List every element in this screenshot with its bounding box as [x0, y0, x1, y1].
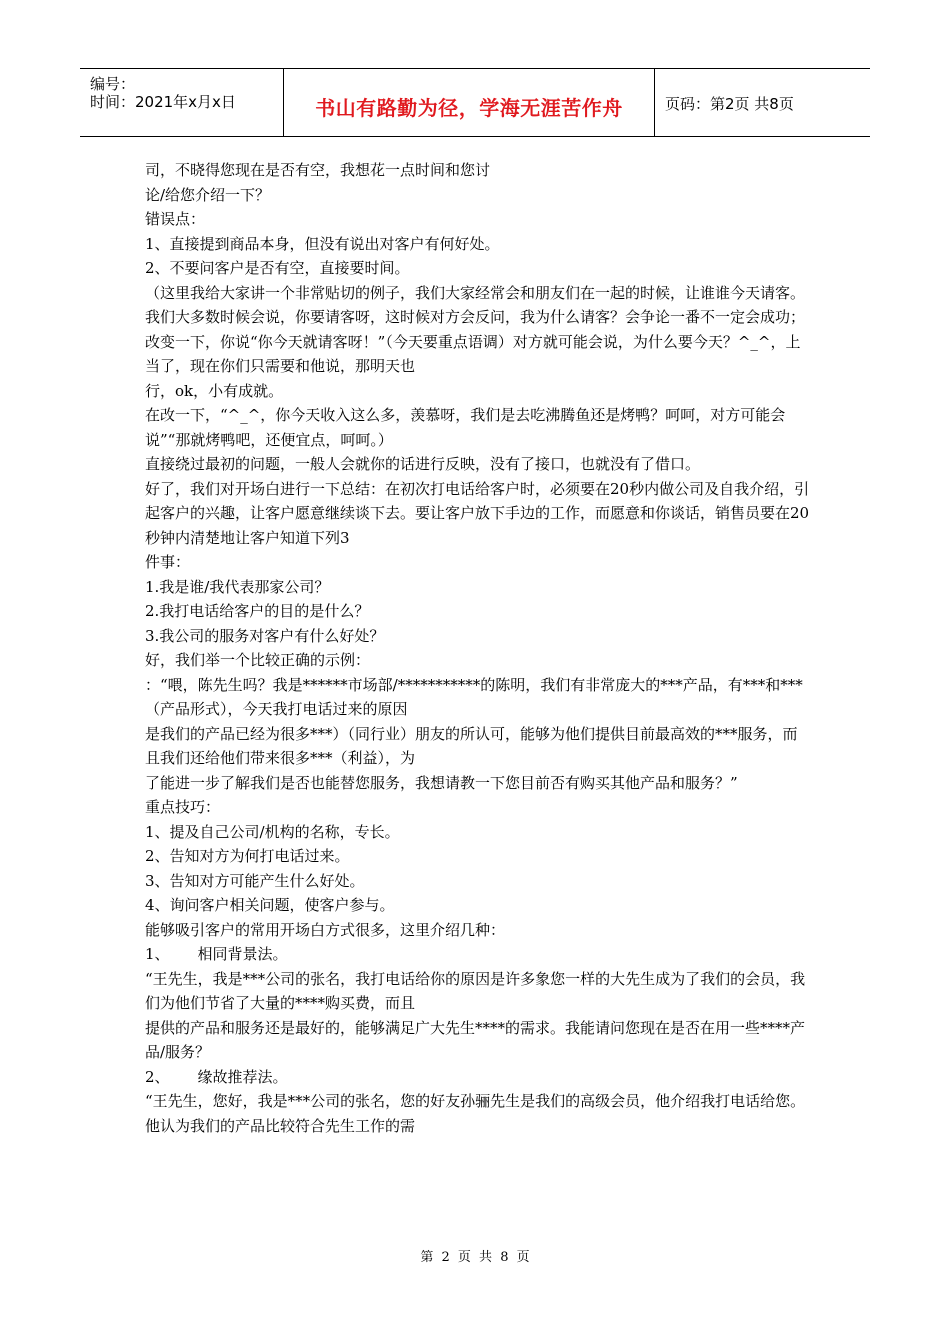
paragraph: 2、不要问客户是否有空，直接要时间。 [145, 259, 410, 277]
method-number: 1、 [145, 945, 170, 963]
paragraph: 改变一下，你说“你今天就请客呀！”（今天要重点语调）对方就可能会说，为什么要今天？^_^，上当了，现在你们只需要和他说，那明天也 [145, 332, 801, 375]
document-body [145, 158, 810, 1138]
paragraph: 2、告知对方为何打电话过来。 [145, 847, 350, 865]
paragraph: 司，不晓得您现在是否有空，我想花一点时间和您讨 [145, 161, 491, 179]
paragraph: 4、询问客户相关问题，使客户参与。 [145, 896, 395, 914]
document-number-label: 编号： [90, 75, 136, 93]
method-title: 缘故推荐法。 [197, 1067, 288, 1086]
paragraph: ：“喂，陈先生吗？我是******市场部/***********的陈明，我们有非常庞大的***产品，有***和***（产品形式），今天我打电话过来的原因 [145, 675, 803, 718]
paragraph: 件事： [145, 553, 191, 571]
paragraph: 提供的产品和服务还是最好的，能够满足广大先生****的需求。我能请问您现在是否在用一些****产品/服务？ [145, 1018, 806, 1061]
paragraph: 1.我是谁/我代表那家公司？ [145, 577, 330, 596]
paragraph: “王先生，我是***公司的张名，我打电话给你的原因是许多象您一样的大先生成为了我们的会员，我们为他们节省了大量的****购买费，而且 [145, 969, 806, 1012]
paragraph: 3、告知对方可能产生什么好处。 [145, 871, 365, 890]
paragraph: 行，ok，小有成就。 [145, 381, 284, 400]
paragraph: 1、直接提到商品本身，但没有说出对客户有何好处。 [145, 234, 500, 253]
paragraph: 了能进一步了解我们是否也能替您服务，我想请教一下您目前否有购买其他产品和服务？” [145, 773, 738, 792]
paragraph: 2.我打电话给客户的目的是什么？ [145, 602, 370, 620]
paragraph: 在改一下，“^_^，你今天收入这么多，羡慕呀，我们是去吃沸腾鱼还是烤鸭？呵呵，对方可能会说”“那就烤鸭吧，还便宜点，呵呵。） [145, 406, 786, 449]
paragraph: 我们大多数时候会说，你要请客呀，这时候对方会反问，我为什么请客？会争论一番不一定会成功； [145, 308, 806, 326]
paragraph: （这里我给大家讲一个非常贴切的例子，我们大家经常会和朋友们在一起的时候，让谁谁今天请客。 [145, 283, 806, 302]
document-time-label: 时间：2021年x月x日 [90, 93, 236, 111]
header-motto: 书山有路勤为径，学海无涯苦作舟 [315, 96, 623, 120]
paragraph: 好了，我们对开场白进行一下总结：在初次打电话给客户时，必须要在20秒内做公司及自我介绍，引起客户的兴趣，让客户愿意继续谈下去。要让客户放下手边的工作，而愿意和你谈话，销售员要在20秒钟内清楚地让客户知道下列3 [145, 479, 810, 547]
method-title: 相同背景法。 [197, 945, 288, 963]
header-left-cell [80, 69, 284, 136]
paragraph: 是我们的产品已经为很多***）（同行业）朋友的所认可，能够为他们提供目前最高效的***服务，而且我们还给他们带来很多***（利益），为 [145, 724, 798, 767]
paragraph: 能够吸引客户的常用开场白方式很多，这里介绍几种： [145, 920, 506, 939]
paragraph: 1、提及自己公司/机构的名称，专长。 [145, 822, 400, 841]
paragraph: 3.我公司的服务对客户有什么好处？ [145, 626, 385, 645]
paragraph: 直接绕过最初的问题，一般人会就你的话进行反映，没有了接口，也就没有了借口。 [145, 455, 701, 473]
header-right-cell [655, 69, 870, 136]
method-number: 2、 [145, 1067, 170, 1086]
paragraph: 重点技巧： [145, 798, 221, 816]
method-heading [145, 942, 810, 967]
header-page-info: 页码：第2页 共8页 [665, 95, 794, 113]
paragraph: “王先生，您好，我是***公司的张名，您的好友孙骊先生是我们的高级会员，他介绍我打电话给您。他认为我们的产品比较符合先生工作的需 [145, 1092, 806, 1135]
paragraph: 好，我们举一个比较正确的示例： [145, 651, 371, 669]
method-heading [145, 1065, 810, 1090]
paragraph: 错误点： [145, 210, 206, 228]
page-header [80, 68, 870, 137]
header-middle-cell [284, 69, 655, 136]
paragraph: 论/给您介绍一下？ [145, 185, 271, 204]
page-footer: 第 2 页 共 8 页 [420, 1250, 530, 1265]
